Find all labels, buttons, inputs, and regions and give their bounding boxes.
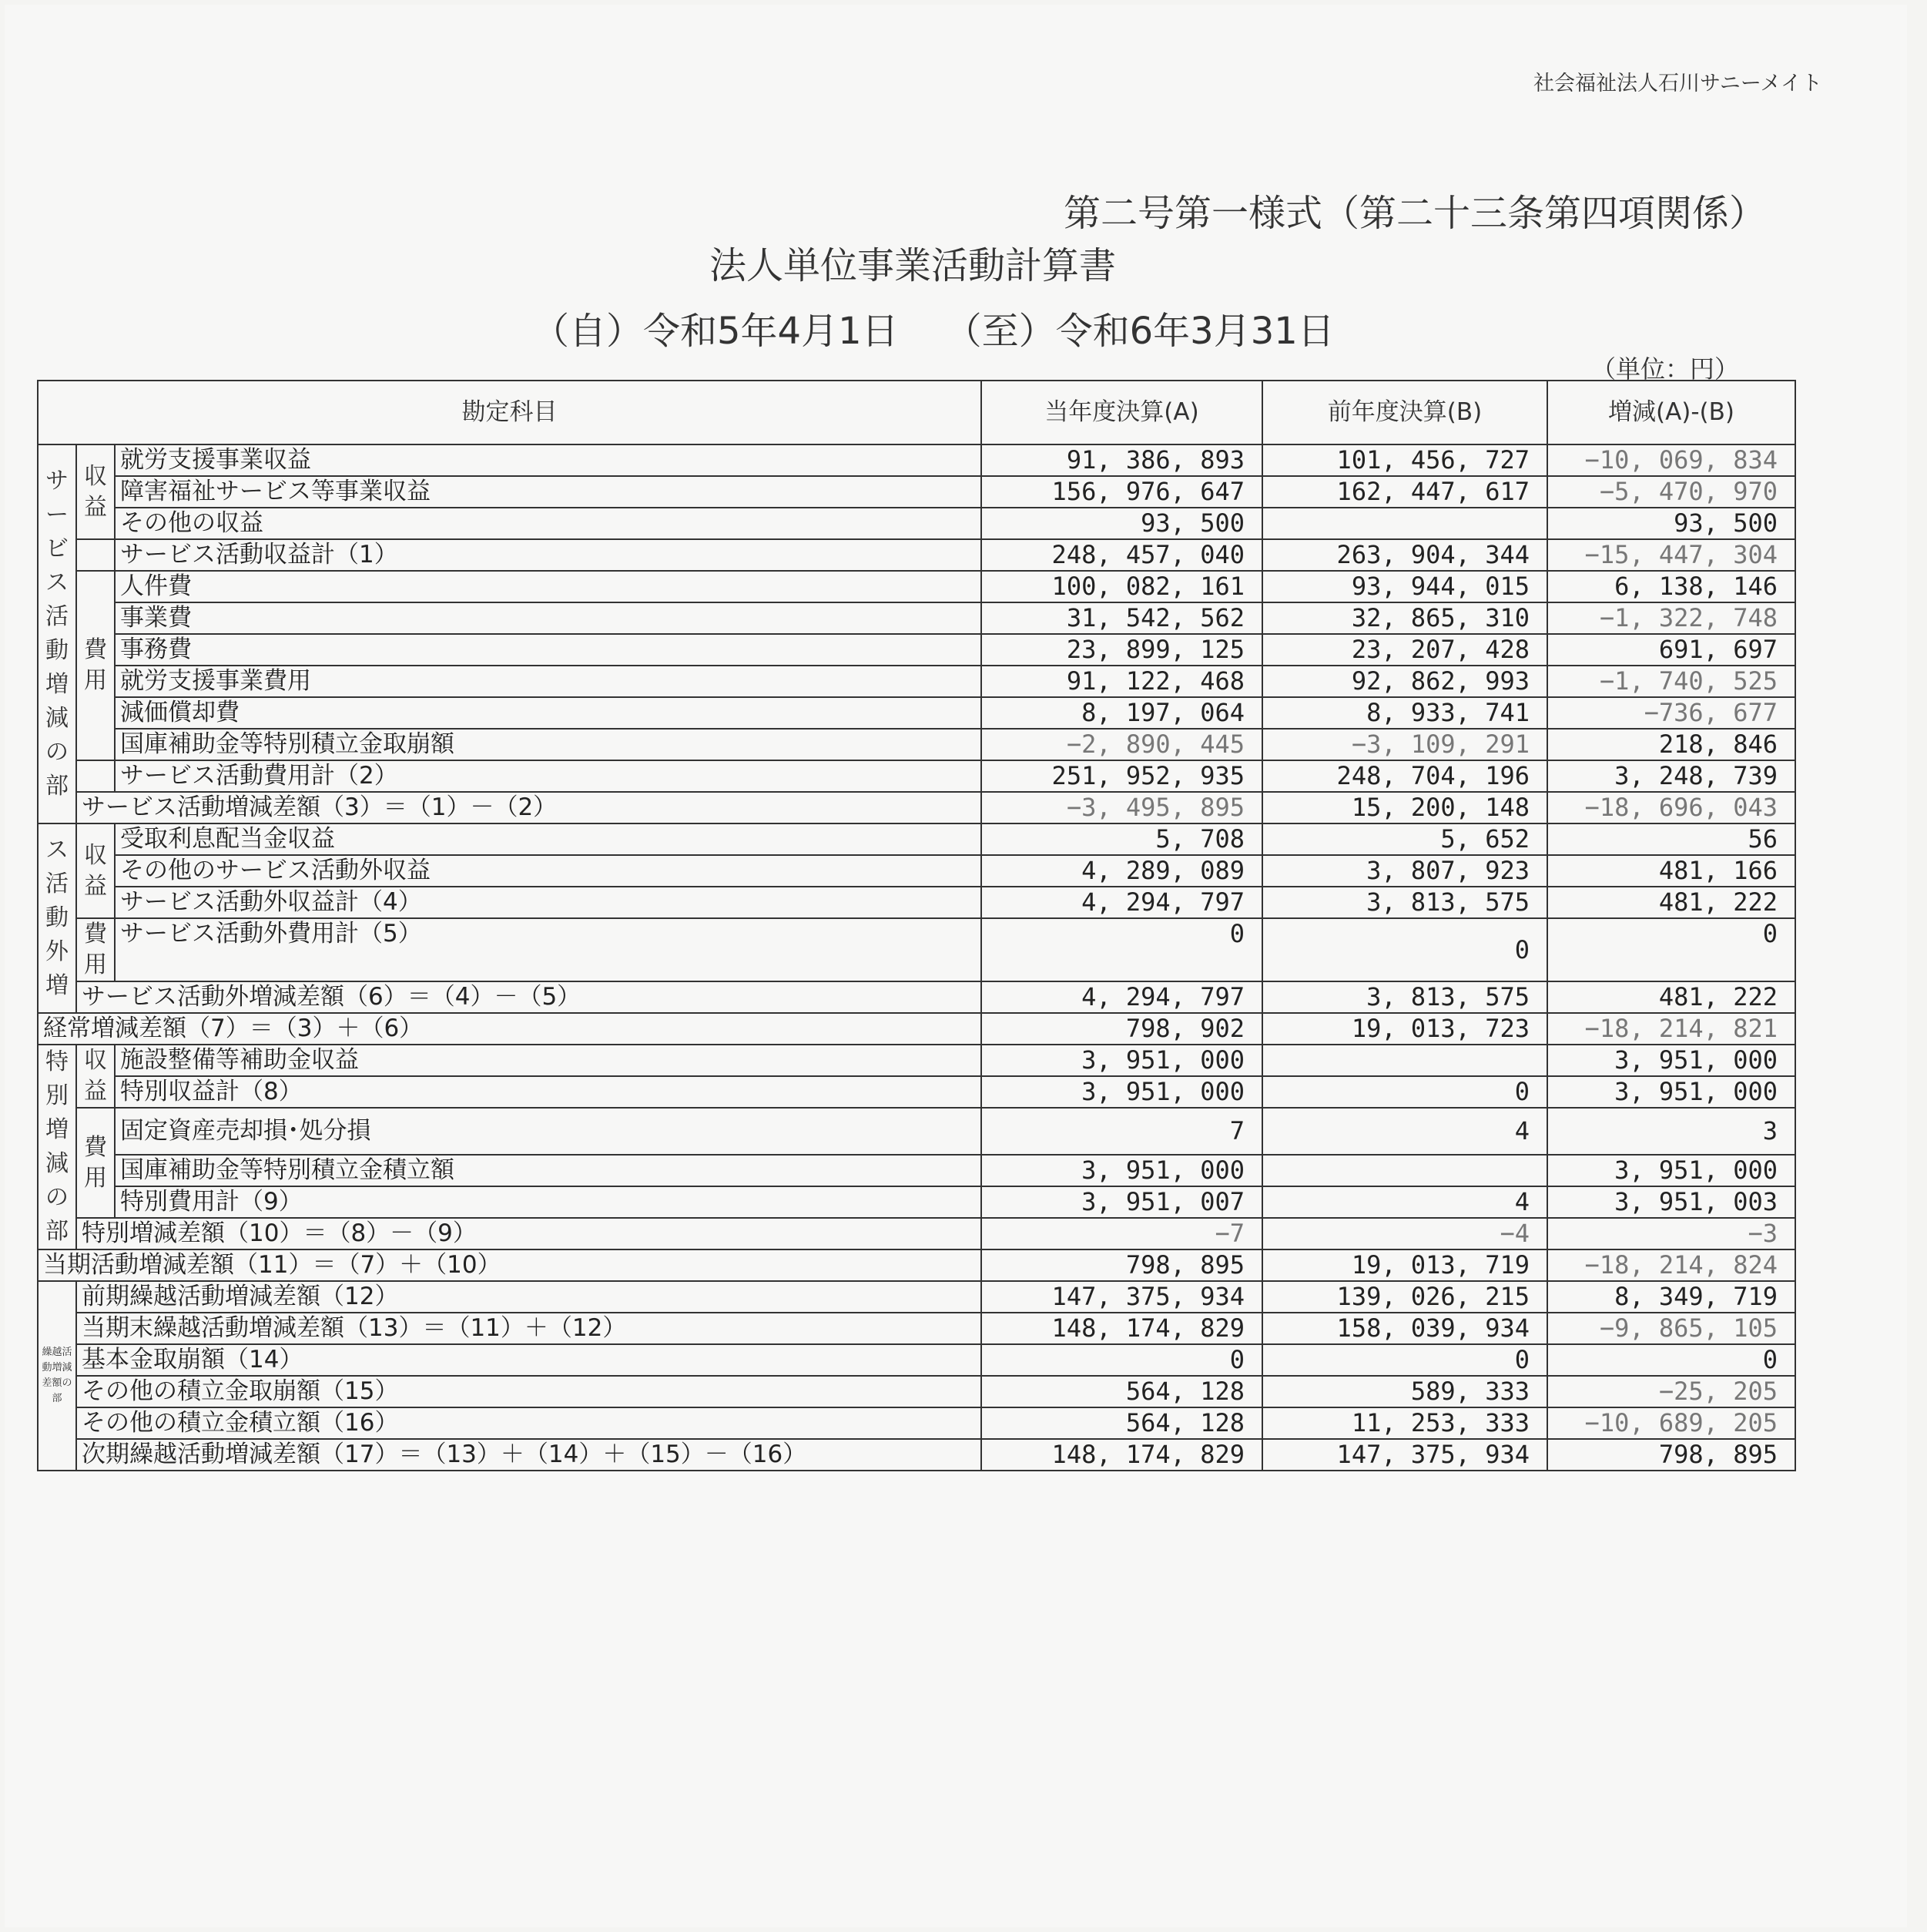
value-current: 100, 082, 161 [981, 571, 1262, 602]
col-previous: 前年度決算(B) [1262, 381, 1547, 444]
table-row [38, 1344, 1795, 1376]
value-previous: 101, 456, 727 [1262, 444, 1547, 476]
table-row [38, 1155, 1795, 1186]
value-previous: 93, 944, 015 [1262, 571, 1547, 602]
value-current: 564, 128 [981, 1376, 1262, 1407]
row-label: 事業費 [115, 602, 981, 634]
value-previous: 3, 813, 575 [1262, 887, 1547, 918]
value-diff: 3, 248, 739 [1547, 760, 1795, 792]
activity-statement-table [37, 380, 1796, 1471]
row-label: その他の収益 [115, 508, 981, 539]
value-diff: 0 [1547, 1344, 1795, 1376]
value-previous: 23, 207, 428 [1262, 634, 1547, 666]
row-label: 特別収益計（8） [115, 1076, 981, 1108]
value-diff: 481, 222 [1547, 887, 1795, 918]
value-current: −7 [981, 1218, 1262, 1249]
col-account: 勘定科目 [38, 381, 981, 444]
table-row [38, 918, 1795, 981]
table-row [38, 1013, 1795, 1045]
value-previous: 19, 013, 723 [1262, 1013, 1547, 1045]
table-row [38, 476, 1795, 508]
value-current: −3, 495, 895 [981, 792, 1262, 823]
table-row [38, 855, 1795, 887]
table-row [38, 539, 1795, 571]
table-row [38, 1045, 1795, 1076]
value-previous: 92, 862, 993 [1262, 666, 1547, 697]
value-previous [1262, 1045, 1547, 1076]
value-current: 798, 895 [981, 1249, 1262, 1281]
value-current: 0 [981, 1344, 1262, 1376]
value-current: 0 [981, 918, 1262, 981]
row-label: その他のサービス活動外収益 [115, 855, 981, 887]
value-current: 8, 197, 064 [981, 697, 1262, 729]
row-label: その他の積立金取崩額（15） [76, 1376, 981, 1407]
value-previous: 5, 652 [1262, 823, 1547, 855]
value-previous: 263, 904, 344 [1262, 539, 1547, 571]
table-row [38, 729, 1795, 760]
value-diff: −25, 205 [1547, 1376, 1795, 1407]
row-label: 障害福祉サービス等事業収益 [115, 476, 981, 508]
col-current: 当年度決算(A) [981, 381, 1262, 444]
row-label: サービス活動増減差額（3）＝（1）－（2） [76, 792, 981, 823]
table-row [38, 666, 1795, 697]
value-previous: 139, 026, 215 [1262, 1281, 1547, 1313]
row-label: 基本金取崩額（14） [76, 1344, 981, 1376]
value-current: 5, 708 [981, 823, 1262, 855]
value-current: 798, 902 [981, 1013, 1262, 1045]
section-non-service-income: 収益 [76, 823, 115, 918]
section-non-service-expense: 費用 [76, 918, 115, 981]
row-label: サービス活動費用計（2） [115, 760, 981, 792]
section-non-service: ス活動外増 [38, 823, 76, 1013]
value-diff: 3 [1547, 1108, 1795, 1155]
value-diff: 93, 500 [1547, 508, 1795, 539]
row-label: 特別費用計（9） [115, 1186, 981, 1218]
value-current: 148, 174, 829 [981, 1313, 1262, 1344]
value-diff: −1, 740, 525 [1547, 666, 1795, 697]
value-current: 23, 899, 125 [981, 634, 1262, 666]
table-row [38, 823, 1795, 855]
section-special-income: 収益 [76, 1045, 115, 1108]
value-previous [1262, 1155, 1547, 1186]
value-current: 4, 294, 797 [981, 981, 1262, 1013]
row-label: 当期末繰越活動増減差額（13）＝（11）＋（12） [76, 1313, 981, 1344]
table-row [38, 697, 1795, 729]
row-label: 事務費 [115, 634, 981, 666]
row-label: 就労支援事業費用 [115, 666, 981, 697]
section-service: サービス活動増減の部 [38, 444, 76, 823]
value-previous: 11, 253, 333 [1262, 1407, 1547, 1439]
table-row [38, 444, 1795, 476]
value-previous: 0 [1262, 1344, 1547, 1376]
value-current: 93, 500 [981, 508, 1262, 539]
value-current: 564, 128 [981, 1407, 1262, 1439]
period [532, 301, 1379, 354]
value-diff: 3, 951, 000 [1547, 1155, 1795, 1186]
value-current: 7 [981, 1108, 1262, 1155]
row-label: 就労支援事業収益 [115, 444, 981, 476]
row-label: 国庫補助金等特別積立金取崩額 [115, 729, 981, 760]
value-current: 91, 386, 893 [981, 444, 1262, 476]
table-row [38, 760, 1795, 792]
value-previous: 3, 813, 575 [1262, 981, 1547, 1013]
table-row [38, 1439, 1795, 1471]
organization-name: 社会福祉法人石川サニーメイト [1533, 72, 1822, 96]
table-row [38, 1218, 1795, 1249]
value-diff: 691, 697 [1547, 634, 1795, 666]
table-row [38, 508, 1795, 539]
value-diff: −10, 689, 205 [1547, 1407, 1795, 1439]
value-current: 147, 375, 934 [981, 1281, 1262, 1313]
value-diff: −9, 865, 105 [1547, 1313, 1795, 1344]
table-row [38, 981, 1795, 1013]
row-label: サービス活動外費用計（5） [115, 918, 981, 981]
table-row [38, 1407, 1795, 1439]
value-previous: −3, 109, 291 [1262, 729, 1547, 760]
table-row [38, 1249, 1795, 1281]
table-row [38, 1281, 1795, 1313]
row-label: その他の積立金積立額（16） [76, 1407, 981, 1439]
section-special: 特別増減の部 [38, 1045, 76, 1249]
table-row [38, 602, 1795, 634]
value-diff: 56 [1547, 823, 1795, 855]
value-previous: 4 [1262, 1108, 1547, 1155]
table-row [38, 634, 1795, 666]
table-row [38, 1108, 1795, 1155]
row-label: サービス活動収益計（1） [115, 539, 981, 571]
value-previous: 158, 039, 934 [1262, 1313, 1547, 1344]
value-current: 251, 952, 935 [981, 760, 1262, 792]
col-diff: 増減(A)-(B) [1547, 381, 1795, 444]
section-carry-forward: 繰越活動増減差額の部 [38, 1281, 76, 1471]
row-label: 施設整備等補助金収益 [115, 1045, 981, 1076]
table-row [38, 1076, 1795, 1108]
form-title: 第二号第一様式（第二十三条第四項関係） [1064, 192, 1767, 235]
value-previous: −4 [1262, 1218, 1547, 1249]
value-diff: −15, 447, 304 [1547, 539, 1795, 571]
value-current: 3, 951, 000 [981, 1045, 1262, 1076]
row-label: サービス活動外増減差額（6）＝（4）－（5） [76, 981, 981, 1013]
value-previous: 162, 447, 617 [1262, 476, 1547, 508]
header-row [38, 381, 1795, 444]
value-diff: −18, 214, 821 [1547, 1013, 1795, 1045]
period-from: （自）令和5年4月1日 [532, 310, 899, 353]
value-diff: −5, 470, 970 [1547, 476, 1795, 508]
value-diff: −18, 696, 043 [1547, 792, 1795, 823]
value-diff: 0 [1547, 918, 1795, 981]
value-previous: 3, 807, 923 [1262, 855, 1547, 887]
row-label: 前期繰越活動増減差額（12） [76, 1281, 981, 1313]
value-diff: −1, 322, 748 [1547, 602, 1795, 634]
value-current: 3, 951, 000 [981, 1076, 1262, 1108]
table-row [38, 1186, 1795, 1218]
value-diff: −3 [1547, 1218, 1795, 1249]
row-label: 人件費 [115, 571, 981, 602]
value-diff: 481, 222 [1547, 981, 1795, 1013]
value-previous: 0 [1262, 918, 1547, 981]
value-previous: 589, 333 [1262, 1376, 1547, 1407]
value-diff: 798, 895 [1547, 1439, 1795, 1471]
table-row [38, 887, 1795, 918]
value-diff: 8, 349, 719 [1547, 1281, 1795, 1313]
row-label: 経常増減差額（7）＝（3）＋（6） [38, 1013, 981, 1045]
value-current: 4, 294, 797 [981, 887, 1262, 918]
value-diff: −18, 214, 824 [1547, 1249, 1795, 1281]
value-diff: 481, 166 [1547, 855, 1795, 887]
value-previous: 15, 200, 148 [1262, 792, 1547, 823]
section-special-expense: 費用 [76, 1108, 115, 1218]
row-label: サービス活動外収益計（4） [115, 887, 981, 918]
table-row [38, 571, 1795, 602]
value-diff: 3, 951, 000 [1547, 1076, 1795, 1108]
table-row [38, 1376, 1795, 1407]
value-diff: 3, 951, 003 [1547, 1186, 1795, 1218]
row-label: 固定資産売却損･処分損 [115, 1108, 981, 1155]
value-current: 248, 457, 040 [981, 539, 1262, 571]
value-previous [1262, 508, 1547, 539]
value-previous: 147, 375, 934 [1262, 1439, 1547, 1471]
value-current: 3, 951, 000 [981, 1155, 1262, 1186]
value-current: 4, 289, 089 [981, 855, 1262, 887]
section-service-income: 収益 [76, 444, 115, 539]
value-previous: 19, 013, 719 [1262, 1249, 1547, 1281]
value-previous: 8, 933, 741 [1262, 697, 1547, 729]
document-title: 法人単位事業活動計算書 [709, 244, 1117, 287]
value-current: 3, 951, 007 [981, 1186, 1262, 1218]
row-label: 当期活動増減差額（11）＝（7）＋（10） [38, 1249, 981, 1281]
value-current: 148, 174, 829 [981, 1439, 1262, 1471]
value-previous: 248, 704, 196 [1262, 760, 1547, 792]
value-diff: −10, 069, 834 [1547, 444, 1795, 476]
value-previous: 32, 865, 310 [1262, 602, 1547, 634]
value-previous: 4 [1262, 1186, 1547, 1218]
section-service-expense: 費用 [76, 571, 115, 760]
value-diff: −736, 677 [1547, 697, 1795, 729]
value-current: 31, 542, 562 [981, 602, 1262, 634]
row-label: 次期繰越活動増減差額（17）＝（13）＋（14）＋（15）－（16） [76, 1439, 981, 1471]
value-diff: 3, 951, 000 [1547, 1045, 1795, 1076]
value-previous: 0 [1262, 1076, 1547, 1108]
row-label: 国庫補助金等特別積立金積立額 [115, 1155, 981, 1186]
value-current: 91, 122, 468 [981, 666, 1262, 697]
unit-label: （単位：円） [1591, 354, 1740, 384]
value-diff: 6, 138, 146 [1547, 571, 1795, 602]
value-current: 156, 976, 647 [981, 476, 1262, 508]
row-label: 減価償却費 [115, 697, 981, 729]
period-to: （至）令和6年3月31日 [944, 310, 1335, 353]
value-current: −2, 890, 445 [981, 729, 1262, 760]
row-label: 特別増減差額（10）＝（8）－（9） [76, 1218, 981, 1249]
table-row [38, 792, 1795, 823]
value-diff: 218, 846 [1547, 729, 1795, 760]
table-row [38, 1313, 1795, 1344]
row-label: 受取利息配当金収益 [115, 823, 981, 855]
